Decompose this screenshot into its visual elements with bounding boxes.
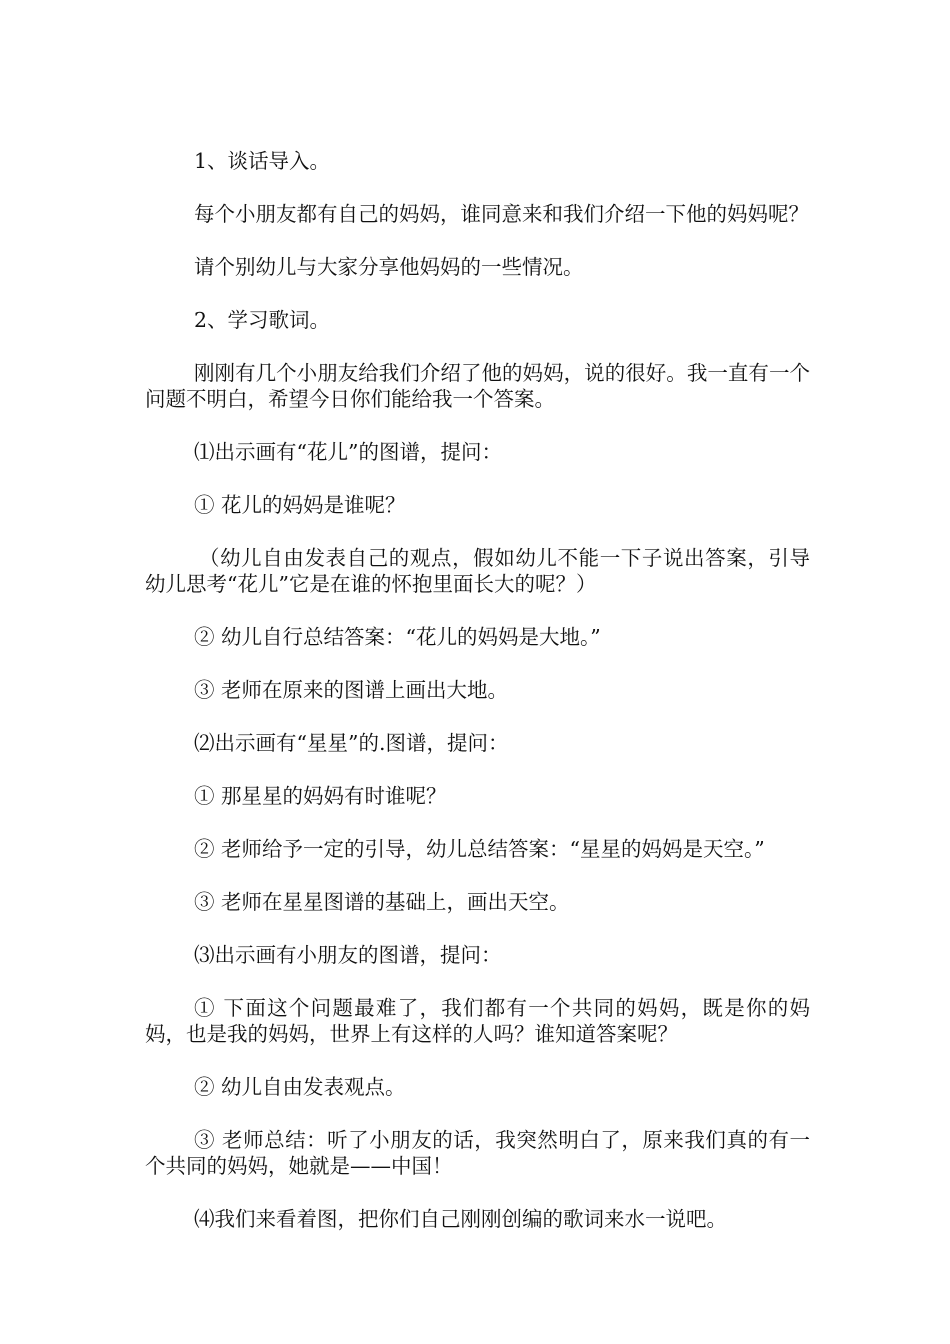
document-page bbox=[145, 148, 810, 1259]
paragraph: 刚刚有几个小朋友给我们介绍了他的妈妈，说的很好。我一直有一个问题不明白，希望今日你们能给我一个答案。 bbox=[145, 361, 810, 411]
section-heading-2: 2、学习歌词。 bbox=[194, 308, 331, 332]
step-4: ⑷我们来看着图，把你们自己刚刚创编的歌词来水一说吧。 bbox=[194, 1207, 727, 1231]
step-1-item-1: ① 花儿的妈妈是谁呢？ bbox=[194, 493, 406, 517]
step-2-item-3: ③ 老师在星星图谱的基础上，画出天空。 bbox=[194, 890, 570, 914]
step-1-item-3: ③ 老师在原来的图谱上画出大地。 bbox=[194, 678, 509, 702]
step-1-note: （幼儿自由发表自己的观点，假如幼儿不能一下子说出答案，引导幼儿思考“花儿”它是在谁的怀抱里面长大的呢？） bbox=[145, 546, 810, 596]
step-3: ⑶出示画有小朋友的图谱，提问： bbox=[194, 943, 502, 967]
section-heading-1: 1、谈话导入。 bbox=[194, 149, 331, 173]
step-1-item-2: ② 幼儿自行总结答案：“花儿的妈妈是大地。” bbox=[194, 625, 601, 649]
paragraph: 每个小朋友都有自己的妈妈，谁同意来和我们介绍一下他的妈妈呢？ bbox=[194, 202, 809, 226]
paragraph: 请个别幼儿与大家分享他妈妈的一些情况。 bbox=[194, 255, 584, 279]
step-2: ⑵出示画有“星星”的.图谱，提问： bbox=[194, 731, 509, 755]
step-2-item-2: ② 老师给予一定的引导，幼儿总结答案：“星星的妈妈是天空。” bbox=[194, 837, 765, 861]
step-3-item-2: ② 幼儿自由发表观点。 bbox=[194, 1075, 406, 1099]
step-3-item-1: ① 下面这个问题最难了，我们都有一个共同的妈妈，既是你的妈妈，也是我的妈妈，世界上有这样的人吗？谁知道答案呢？ bbox=[145, 996, 810, 1046]
step-3-item-3: ③ 老师总结：听了小朋友的话，我突然明白了，原来我们真的有一个共同的妈妈，她就是——中国！ bbox=[145, 1128, 810, 1178]
step-2-item-1: ① 那星星的妈妈有时谁呢？ bbox=[194, 784, 447, 808]
step-1: ⑴出示画有“花儿”的图谱，提问： bbox=[194, 440, 502, 464]
